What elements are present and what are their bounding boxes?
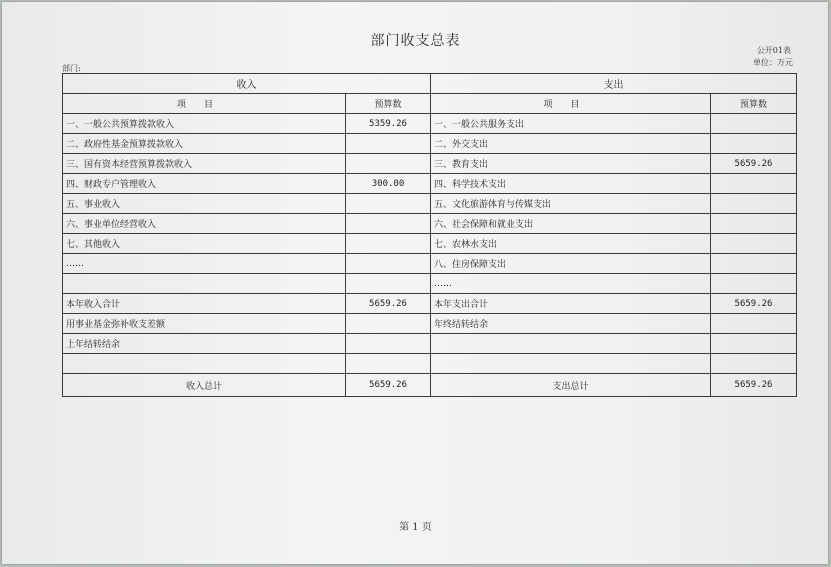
- income-item-cell: 一、一般公共预算拨款收入: [63, 114, 346, 134]
- form-code: 公开01表: [756, 46, 791, 55]
- table-row: [63, 294, 797, 314]
- income-budget-cell: [346, 154, 431, 174]
- income-budget-cell: [346, 234, 431, 254]
- expense-budget-cell: [711, 234, 797, 254]
- table-row: [63, 114, 797, 134]
- income-budget-cell: [346, 254, 431, 274]
- expense-item-cell: 六、社会保障和就业支出: [431, 214, 711, 234]
- income-budget-cell: [346, 194, 431, 214]
- page-title: 部门收支总表: [370, 33, 461, 49]
- expense-item-cell: 八、住房保障支出: [431, 254, 711, 274]
- income-item-cell: 二、政府性基金预算拨款收入: [63, 134, 346, 154]
- expense-item-cell: [431, 334, 711, 354]
- table-row: [63, 334, 797, 354]
- table-row: [63, 234, 797, 254]
- expense-item-cell: 三、教育支出: [431, 154, 711, 174]
- expense-item-cell: 二、外交支出: [431, 134, 711, 154]
- income-item-cell: 四、财政专户管理收入: [63, 174, 346, 194]
- page-number: 第 1 页: [399, 522, 432, 533]
- section-header-row: [63, 74, 797, 94]
- income-total-label: 收入总计: [63, 374, 346, 397]
- expense-item-cell: [431, 354, 711, 374]
- income-item-cell: [63, 274, 346, 294]
- expense-total-value: 5659.26: [711, 374, 797, 397]
- table-row: [63, 254, 797, 274]
- income-budget-column-header: 预算数: [346, 94, 431, 114]
- table-row: [63, 314, 797, 334]
- expense-budget-cell: 5659.26: [711, 154, 797, 174]
- expense-budget-cell: [711, 114, 797, 134]
- table-row: [63, 354, 797, 374]
- expense-budget-cell: [711, 254, 797, 274]
- table-row: [63, 194, 797, 214]
- income-budget-cell: [346, 274, 431, 294]
- income-item-cell: 上年结转结余: [63, 334, 346, 354]
- expense-section-header: 支出: [431, 74, 797, 94]
- table-row: [63, 214, 797, 234]
- unit-label: 单位：万元: [753, 58, 793, 67]
- expense-item-cell: 四、科学技术支出: [431, 174, 711, 194]
- column-header-row: [63, 94, 797, 114]
- income-item-column-header: 项目: [63, 94, 346, 114]
- income-item-cell: [63, 354, 346, 374]
- income-item-cell: 本年收入合计: [63, 294, 346, 314]
- expense-budget-column-header: 预算数: [711, 94, 797, 114]
- expense-item-cell: 一、一般公共服务支出: [431, 114, 711, 134]
- income-item-cell: ……: [63, 254, 346, 274]
- income-budget-cell: [346, 134, 431, 154]
- expense-item-cell: 年终结转结余: [431, 314, 711, 334]
- expense-item-cell: 五、文化旅游体育与传媒支出: [431, 194, 711, 214]
- income-budget-cell: 5359.26: [346, 114, 431, 134]
- total-row: [63, 374, 797, 397]
- income-item-cell: 七、其他收入: [63, 234, 346, 254]
- expense-item-column-header: 项目: [431, 94, 711, 114]
- expense-budget-cell: [711, 274, 797, 294]
- expense-budget-cell: 5659.26: [711, 294, 797, 314]
- income-budget-cell: [346, 214, 431, 234]
- income-budget-cell: [346, 354, 431, 374]
- expense-item-cell: 本年支出合计: [431, 294, 711, 314]
- income-total-value: 5659.26: [346, 374, 431, 397]
- expense-item-cell: 七、农林水支出: [431, 234, 711, 254]
- table-row: [63, 134, 797, 154]
- income-section-header: 收入: [63, 74, 431, 94]
- expense-budget-cell: [711, 214, 797, 234]
- expense-budget-cell: [711, 174, 797, 194]
- expense-budget-cell: [711, 334, 797, 354]
- income-budget-cell: [346, 314, 431, 334]
- income-expense-summary-table: [62, 73, 797, 397]
- expense-total-label: 支出总计: [431, 374, 711, 397]
- table-row: [63, 154, 797, 174]
- table-row: [63, 274, 797, 294]
- expense-budget-cell: [711, 194, 797, 214]
- income-item-cell: 三、国有资本经营预算拨款收入: [63, 154, 346, 174]
- income-budget-cell: 300.00: [346, 174, 431, 194]
- table-row: [63, 174, 797, 194]
- department-label: 部门:: [62, 64, 81, 73]
- income-item-cell: 五、事业收入: [63, 194, 346, 214]
- expense-item-cell: ……: [431, 274, 711, 294]
- income-item-cell: 六、事业单位经营收入: [63, 214, 346, 234]
- expense-budget-cell: [711, 314, 797, 334]
- income-budget-cell: [346, 334, 431, 354]
- income-budget-cell: 5659.26: [346, 294, 431, 314]
- expense-budget-cell: [711, 354, 797, 374]
- expense-budget-cell: [711, 134, 797, 154]
- income-item-cell: 用事业基金弥补收支差额: [63, 314, 346, 334]
